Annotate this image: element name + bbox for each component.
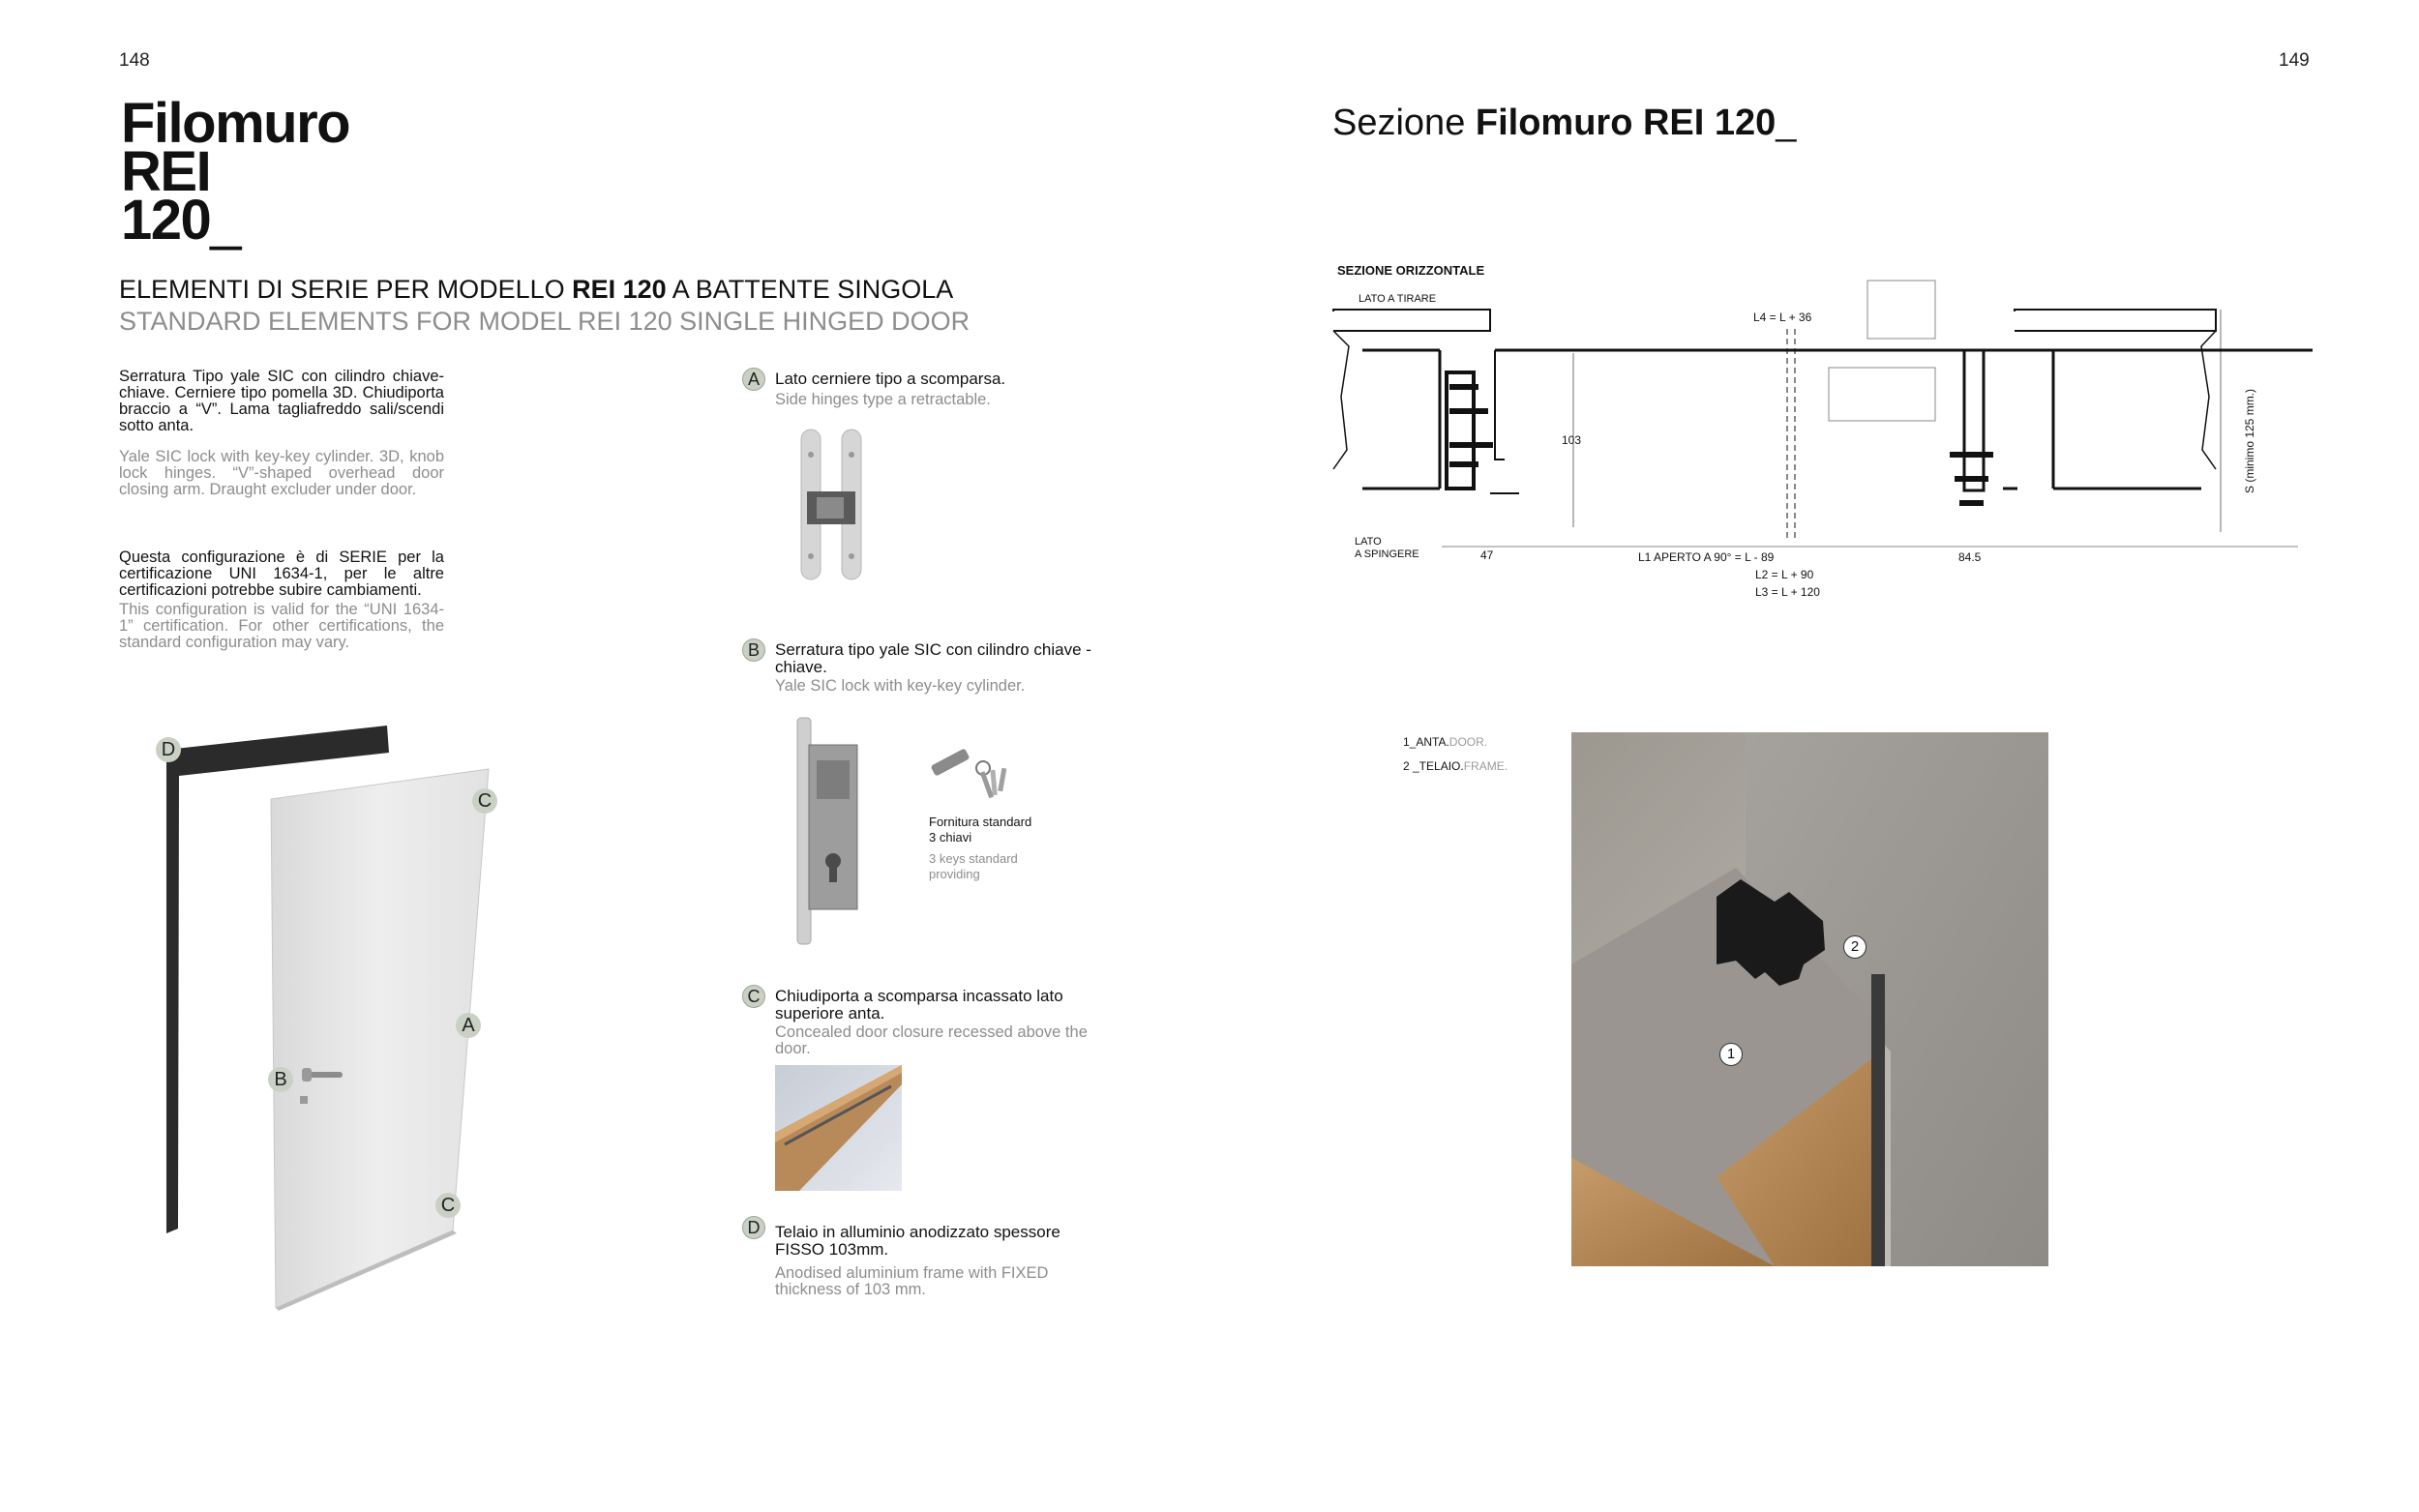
element-d-italian: Telaio in alluminio anodizzato spessore FISSO 103mm.	[775, 1223, 1060, 1259]
keys-note-en-line-2: providing	[929, 867, 980, 881]
section-title	[1332, 103, 1796, 144]
lock-image	[791, 716, 864, 948]
door-marker-b: B	[268, 1067, 293, 1092]
drawing-side-pull: LATO A TIRARE	[1359, 293, 1437, 305]
legend-item-2	[1403, 759, 1508, 773]
element-c-badge: C	[742, 985, 765, 1008]
drawing-dim-84-5: 84.5	[1958, 550, 1982, 564]
page-number-right: 149	[2279, 50, 2310, 71]
keys-note-en-line-1: 3 keys standard	[929, 851, 1018, 866]
door-marker-c-bottom: C	[435, 1193, 461, 1218]
drawing-dim-l4: L4 = L + 36	[1753, 311, 1812, 324]
element-c-english: Concealed door closure recessed above the door.	[775, 1023, 1088, 1057]
legend-2-en: FRAME.	[1463, 759, 1508, 773]
keys-note-it-line-1: Fornitura standard	[929, 815, 1032, 829]
hinge-image	[793, 426, 871, 585]
keys-note-italian	[929, 815, 1064, 845]
element-d-english: Anodised aluminium frame with FIXED thickness of 103 mm.	[775, 1264, 1049, 1298]
keys-note-it-line-2: 3 chiavi	[929, 830, 972, 845]
photo-marker-frame: 2	[1843, 935, 1867, 959]
horizontal-section-drawing	[1326, 261, 2313, 619]
title-line-3: 120	[121, 189, 211, 252]
description-english: Yale SIC lock with key-key cylinder. 3D, knob lock hinges. “V”-shaped overhead door closing arm. Draught excluder under door.	[119, 448, 444, 498]
legend-2-it: 2 _TELAIO.	[1403, 759, 1464, 773]
title-line-3-wrap	[121, 189, 349, 252]
heading-english: STANDARD ELEMENTS FOR MODEL REI 120 SINGLE HINGED DOOR	[119, 307, 971, 336]
element-a-english: Side hinges type a retractable.	[775, 391, 991, 408]
door-marker-c-top: C	[472, 788, 497, 814]
element-a-italian: Lato cerniere tipo a scomparsa.	[775, 370, 1006, 388]
door-leaf	[271, 769, 489, 1308]
drawing-dim-103: 103	[1562, 433, 1582, 447]
heading-it-pre: ELEMENTI DI SERIE PER MODELLO	[119, 275, 573, 304]
heading-it-post: A BATTENTE SINGOLA	[666, 275, 954, 304]
section-title-pre: Sezione	[1332, 103, 1476, 143]
door-marker-a: A	[456, 1013, 481, 1038]
keyhole-icon	[300, 1096, 308, 1104]
section-title-bold: Filomuro REI 120	[1475, 103, 1777, 143]
drawing-side-push-line-2: A SPINGERE	[1355, 548, 1419, 560]
drawing-dim-l3: L3 = L + 120	[1755, 585, 1820, 599]
title-suffix: _	[210, 189, 241, 252]
description-italian: Serratura Tipo yale SIC con cilindro chiave-chiave. Cerniere tipo pomella 3D. Chiudiporta braccio a “V”. Lama tagliafreddo sali/scendi sotto anta.	[119, 368, 444, 434]
section-title-post: _	[1776, 103, 1797, 143]
installation-photo	[1571, 732, 2048, 1266]
heading-italian	[119, 273, 1261, 306]
drawing-dim-l1: L1 APERTO A 90° = L - 89	[1638, 550, 1775, 564]
closer-image	[775, 1065, 902, 1191]
keys-note-english	[929, 851, 1064, 882]
legend-1-it: 1_ANTA.	[1403, 735, 1449, 749]
drawing-side-push-line-1: LATO	[1355, 536, 1382, 548]
element-a-badge: A	[742, 368, 765, 391]
title-line-1: Filomuro	[121, 92, 350, 155]
page-number-left: 148	[119, 50, 150, 71]
title-line-2: REI	[121, 140, 211, 203]
drawing-dim-s: S (minimo 125 mm.)	[2243, 388, 2256, 493]
door-handle	[310, 1072, 343, 1078]
element-b-badge: B	[742, 638, 765, 662]
keys-image	[927, 737, 1024, 805]
drawing-side-push	[1355, 536, 1419, 561]
element-b-italian: Serratura tipo yale SIC con cilindro chiave - chiave.	[775, 640, 1091, 676]
door-marker-d: D	[156, 737, 181, 762]
element-b-english: Yale SIC lock with key-key cylinder.	[775, 677, 1026, 695]
element-d-badge: D	[742, 1216, 765, 1239]
config-italian: Questa configurazione è di SERIE per la certificazione UNI 1634-1, per le altre certificazioni potrebbe subire cambiamenti.	[119, 548, 444, 599]
drawing-dim-l2: L2 = L + 90	[1755, 568, 1814, 581]
legend-item-1	[1403, 735, 1487, 749]
drawing-dim-47: 47	[1480, 548, 1494, 562]
drawing-heading: SEZIONE ORIZZONTALE	[1337, 263, 1485, 278]
photo-marker-door: 1	[1719, 1043, 1743, 1066]
page-title	[121, 92, 350, 252]
config-english: This configuration is valid for the “UNI 1634-1” certification. For other certifications, the standard configuration may vary.	[119, 601, 444, 651]
heading-it-bold: REI 120	[572, 275, 667, 304]
element-c-italian: Chiudiporta a scomparsa incassato lato superiore anta.	[775, 987, 1063, 1023]
legend-1-en: DOOR.	[1448, 735, 1488, 749]
